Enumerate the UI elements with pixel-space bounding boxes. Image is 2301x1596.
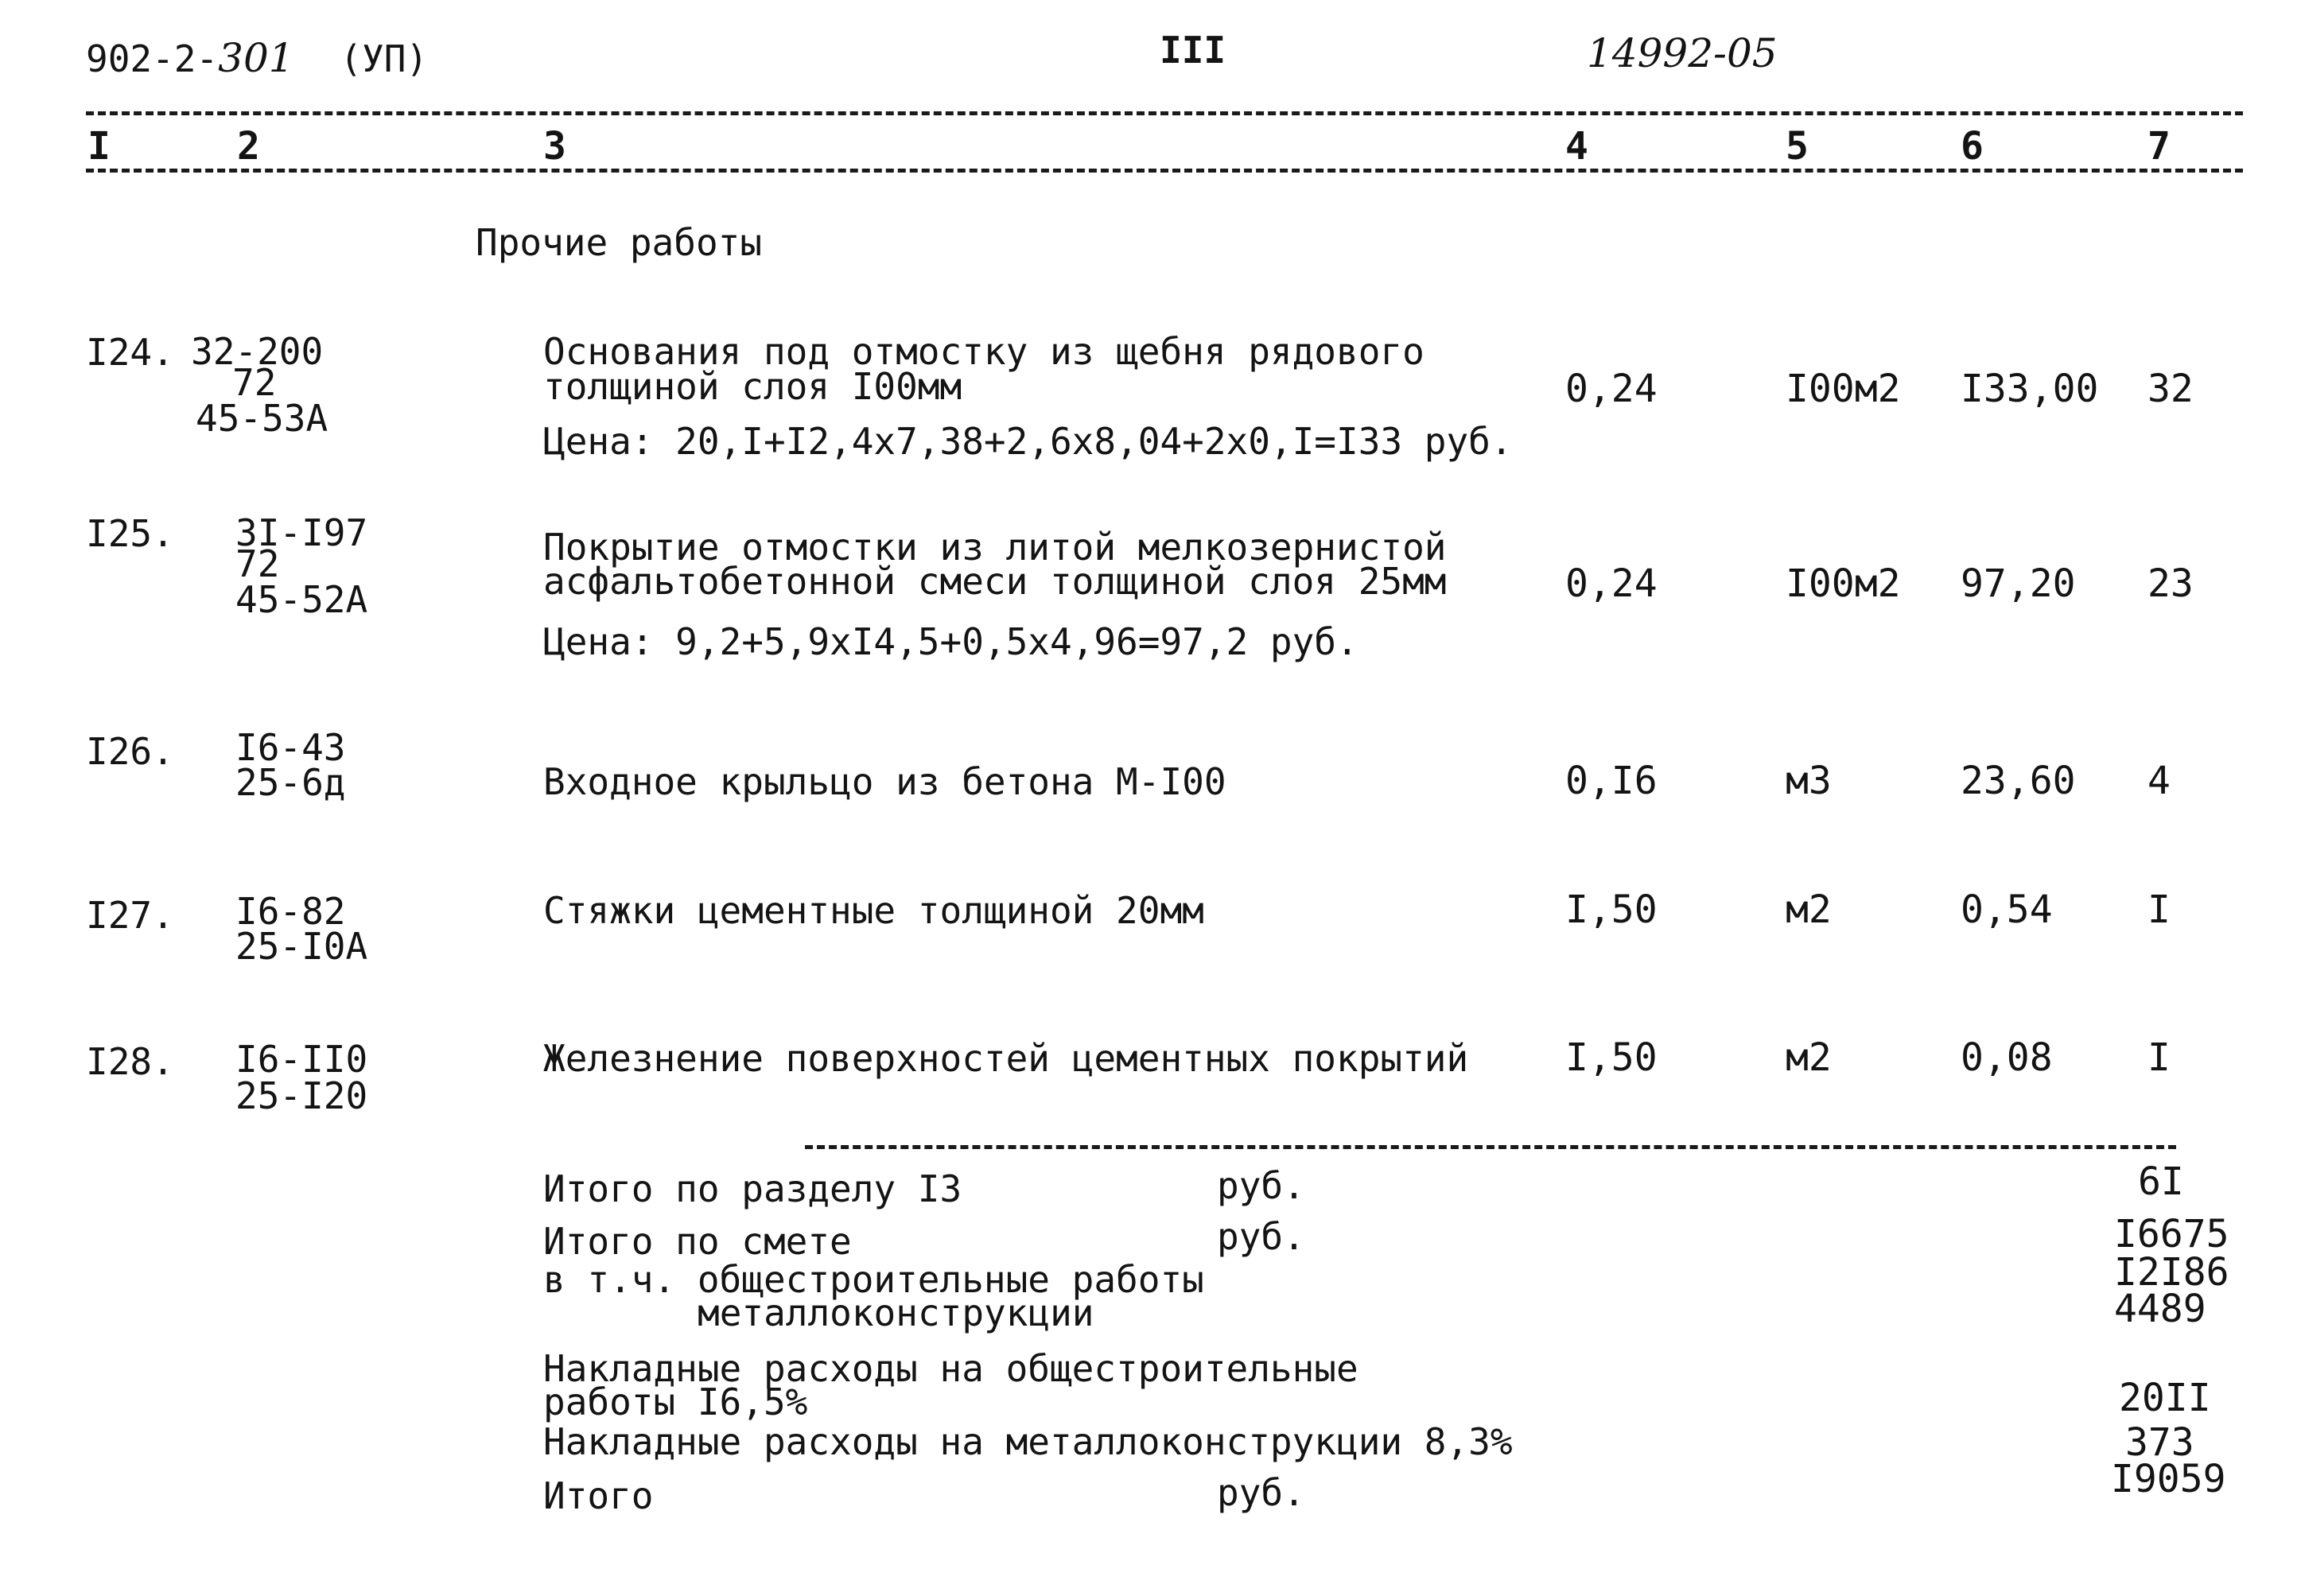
col-2-header: 2 bbox=[237, 124, 260, 169]
description-line: асфальтобетонной смеси толщиной слоя 25мм bbox=[543, 560, 1447, 603]
col-6-header: 6 bbox=[1961, 124, 1984, 169]
general-works-value: I2I86 bbox=[2114, 1250, 2229, 1295]
metal-works-label: металлоконструкции bbox=[698, 1291, 1094, 1334]
col-3-header: 3 bbox=[543, 124, 566, 169]
row-description bbox=[543, 526, 1447, 603]
col-7-header: 7 bbox=[2147, 124, 2171, 169]
row-unit-price: 23,60 bbox=[1961, 759, 2076, 803]
code-line: I6-82 bbox=[235, 890, 346, 933]
section-title: Прочие работы bbox=[476, 221, 763, 264]
code-line: 3I-I97 bbox=[235, 511, 368, 554]
row-number: I27. bbox=[86, 894, 174, 937]
grand-total-label: Итого bbox=[543, 1474, 654, 1517]
row-description: Входное крыльцо из бетона М-I00 bbox=[543, 760, 1226, 803]
row-number: I26. bbox=[86, 730, 174, 773]
code-line: 72 bbox=[235, 542, 280, 585]
row-codes bbox=[235, 890, 368, 968]
row-description: Железнение поверхностей цементных покрытий bbox=[543, 1037, 1469, 1080]
row-unit-price: 97,20 bbox=[1961, 561, 2076, 606]
row-unit: м2 bbox=[1786, 1035, 1832, 1080]
row-codes bbox=[191, 330, 328, 440]
row-number: I25. bbox=[86, 512, 174, 555]
code-line: I6-II0 bbox=[235, 1038, 368, 1081]
handwritten-number: 14992-05 bbox=[1587, 30, 1778, 76]
row-total: 32 bbox=[2147, 367, 2194, 411]
row-unit-price: I33,00 bbox=[1961, 367, 2099, 411]
row-total: 4 bbox=[2147, 759, 2171, 803]
doc-code-handwritten: 301 bbox=[218, 35, 294, 81]
code-line: 32-200 bbox=[191, 330, 324, 373]
code-line: 45-52А bbox=[235, 578, 368, 621]
overhead-metal-label: Накладные расходы на металлоконструкции 8,3% bbox=[543, 1420, 1513, 1463]
code-line: I6-43 bbox=[235, 726, 346, 769]
row-total: I bbox=[2147, 887, 2171, 932]
description-line: толщиной слоя I00мм bbox=[543, 365, 962, 408]
col-5-header: 5 bbox=[1786, 124, 1809, 169]
overhead-general-label-cont: работы I6,5% bbox=[543, 1380, 808, 1423]
code-line: 25-I20 bbox=[235, 1074, 368, 1117]
row-unit-price: 0,54 bbox=[1961, 887, 2053, 932]
row-unit: I00м2 bbox=[1786, 561, 1901, 606]
general-works-label: в т.ч. общестроительные работы bbox=[543, 1258, 1204, 1301]
row-codes bbox=[235, 511, 368, 621]
code-line: 72 bbox=[232, 361, 277, 404]
row-codes bbox=[235, 726, 346, 804]
header-rule-top bbox=[86, 111, 2243, 115]
metal-works-value: 4489 bbox=[2114, 1287, 2206, 1331]
row-unit: м3 bbox=[1786, 759, 1832, 803]
row-number: I28. bbox=[86, 1040, 174, 1083]
row-description bbox=[543, 330, 1425, 408]
grand-total-value: I9059 bbox=[2111, 1457, 2226, 1501]
row-unit: м2 bbox=[1786, 887, 1832, 932]
row-number: I24. bbox=[86, 331, 174, 374]
price-formula: Цена: 9,2+5,9xI4,5+0,5x4,96=97,2 руб. bbox=[543, 620, 1358, 663]
row-quantity: 0,24 bbox=[1565, 367, 1658, 411]
overhead-metal-value: 373 bbox=[2125, 1420, 2194, 1465]
code-line: 25-6д bbox=[235, 761, 346, 804]
price-formula: Цена: 20,I+I2,4x7,38+2,6x8,04+2x0,I=I33 руб. bbox=[543, 420, 1513, 463]
row-codes bbox=[235, 1038, 368, 1117]
row-quantity: 0,I6 bbox=[1565, 759, 1658, 803]
estimate-total-label: Итого по смете bbox=[543, 1220, 852, 1263]
section-total-unit: руб. bbox=[1217, 1164, 1305, 1207]
row-quantity: I,50 bbox=[1565, 1035, 1658, 1080]
section-total-label: Итого по разделу I3 bbox=[543, 1167, 962, 1210]
row-description: Стяжки цементные толщиной 20мм bbox=[543, 889, 1204, 932]
doc-code-suffix: (УП) bbox=[340, 37, 429, 80]
estimate-total-value: I6675 bbox=[2114, 1212, 2229, 1256]
overhead-general-label: Накладные расходы на общестроительные bbox=[543, 1347, 1358, 1390]
code-line: 45-53А bbox=[196, 397, 328, 440]
header-rule-bottom bbox=[86, 169, 2243, 173]
overhead-general-value: 20II bbox=[2119, 1376, 2211, 1420]
row-quantity: I,50 bbox=[1565, 887, 1658, 932]
row-unit: I00м2 bbox=[1786, 367, 1901, 411]
description-line: Покрытие отмостки из литой мелкозернистой bbox=[543, 526, 1447, 569]
description-line: Основания под отмостку из щебня рядового bbox=[543, 330, 1425, 373]
row-total: I bbox=[2147, 1035, 2171, 1080]
doc-code-prefix: 902-2- bbox=[86, 37, 219, 80]
totals-rule bbox=[805, 1145, 2176, 1149]
grand-total-unit: руб. bbox=[1217, 1471, 1305, 1514]
col-4-header: 4 bbox=[1565, 124, 1588, 169]
code-line: 25-I0А bbox=[235, 925, 368, 968]
col-1-header: I bbox=[87, 124, 111, 169]
row-total: 23 bbox=[2147, 561, 2194, 606]
estimate-total-unit: руб. bbox=[1217, 1215, 1305, 1258]
section-total-value: 6I bbox=[2138, 1159, 2184, 1204]
doc-code bbox=[86, 35, 429, 81]
row-quantity: 0,24 bbox=[1565, 561, 1658, 606]
row-unit-price: 0,08 bbox=[1961, 1035, 2053, 1080]
page-number: III bbox=[1160, 29, 1226, 72]
